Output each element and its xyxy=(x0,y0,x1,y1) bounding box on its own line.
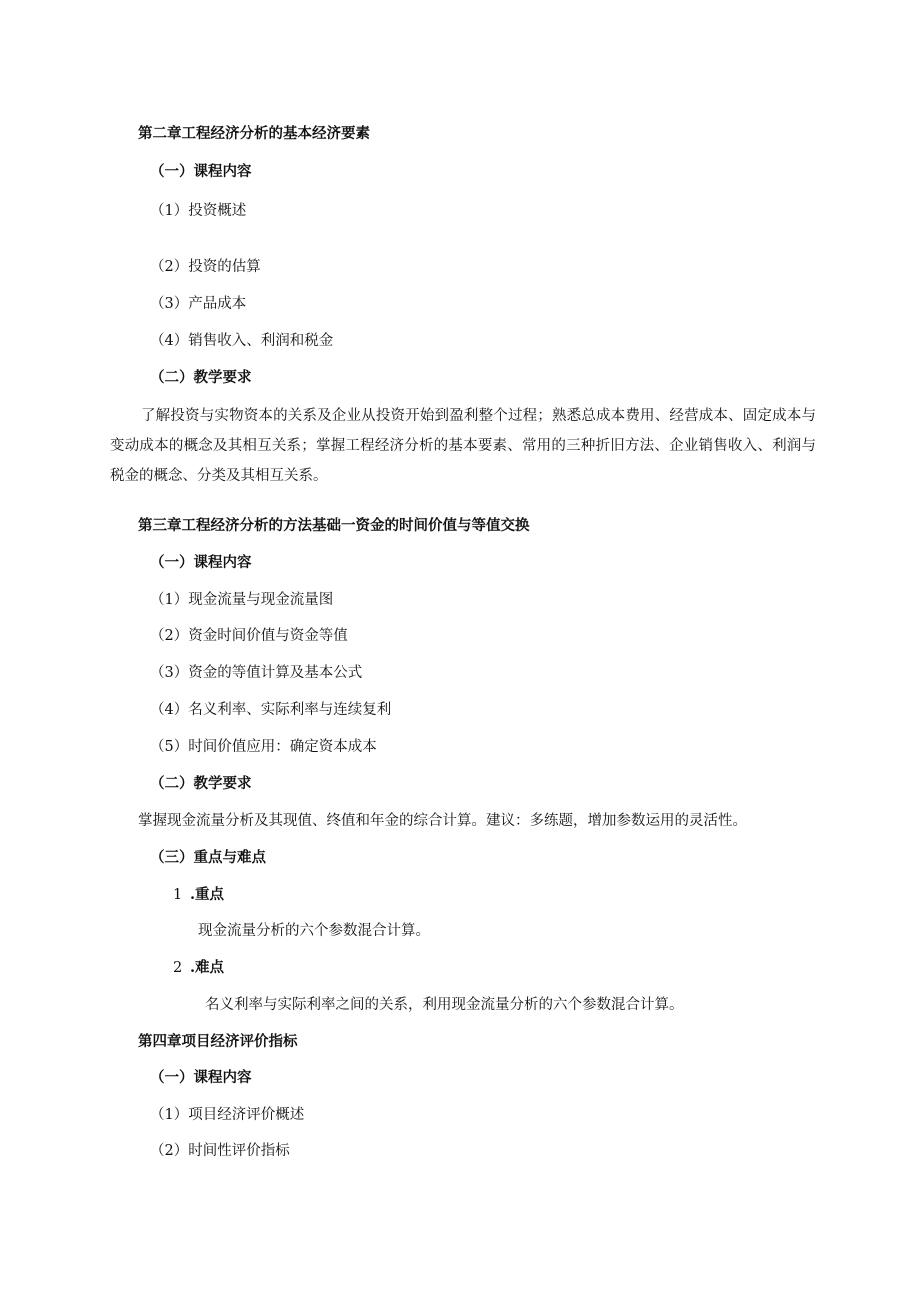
ch3-item-3: （3）资金的等值计算及基本公式 xyxy=(150,665,363,681)
ch3-key-heading: （三）重点与难点 xyxy=(150,849,266,866)
ch3-req-heading: （二）教学要求 xyxy=(150,775,252,792)
ch2-req-text: 了解投资与实物资本的关系及企业从投资开始到盈利整个过程；熟悉总成本费用、经营成本、固定成本与变动成本的概念及其相互关系；掌握工程经济分析的基本要素、常用的三种折旧方法、企业销售收入、利润与税金的概念、分类及其相互关系。 xyxy=(110,408,816,484)
ch4-item-1: （1）项目经济评价概述 xyxy=(150,1107,305,1123)
ch2-item-4: （4）销售收入、利润和税金 xyxy=(150,333,334,349)
ch3-key-label: .重点 xyxy=(190,886,225,903)
ch2-content-heading: （一）课程内容 xyxy=(150,163,252,180)
ch3-diff-number: 2 xyxy=(173,960,183,976)
ch3-diff-text: 名义利率与实际利率之间的关系，利用现金流量分析的六个参数混合计算。 xyxy=(205,997,684,1013)
ch2-req-heading: （二）教学要求 xyxy=(150,369,252,386)
ch3-item-4: （4）名义利率、实际利率与连续复利 xyxy=(150,702,392,718)
ch3-diff-label: .难点 xyxy=(190,959,225,976)
chapter-4-title: 第四章项目经济评价指标 xyxy=(138,1033,298,1050)
ch3-item-2: （2）资金时间价值与资金等值 xyxy=(150,628,348,644)
chapter-2-title: 第二章工程经济分析的基本经济要素 xyxy=(138,125,370,142)
ch4-item-2: （2）时间性评价指标 xyxy=(150,1143,290,1159)
ch3-key-number: 1 xyxy=(173,887,183,903)
ch3-item-1: （1）现金流量与现金流量图 xyxy=(150,592,334,608)
ch2-item-2: （2）投资的估算 xyxy=(150,259,261,275)
ch3-item-5: （5）时间价值应用：确定资本成本 xyxy=(150,739,377,755)
ch2-item-3: （3）产品成本 xyxy=(150,296,247,312)
ch2-item-1: （1）投资概述 xyxy=(150,203,247,219)
chapter-3-title: 第三章工程经济分析的方法基础一资金的时间价值与等值交换 xyxy=(138,517,530,534)
ch3-req-text: 掌握现金流量分析及其现值、终值和年金的综合计算。建议：多练题，增加参数运用的灵活性。 xyxy=(138,813,747,829)
ch3-content-heading: （一）课程内容 xyxy=(150,554,252,571)
ch4-content-heading: （一）课程内容 xyxy=(150,1069,252,1086)
ch3-key-text: 现金流量分析的六个参数混合计算。 xyxy=(198,923,430,939)
